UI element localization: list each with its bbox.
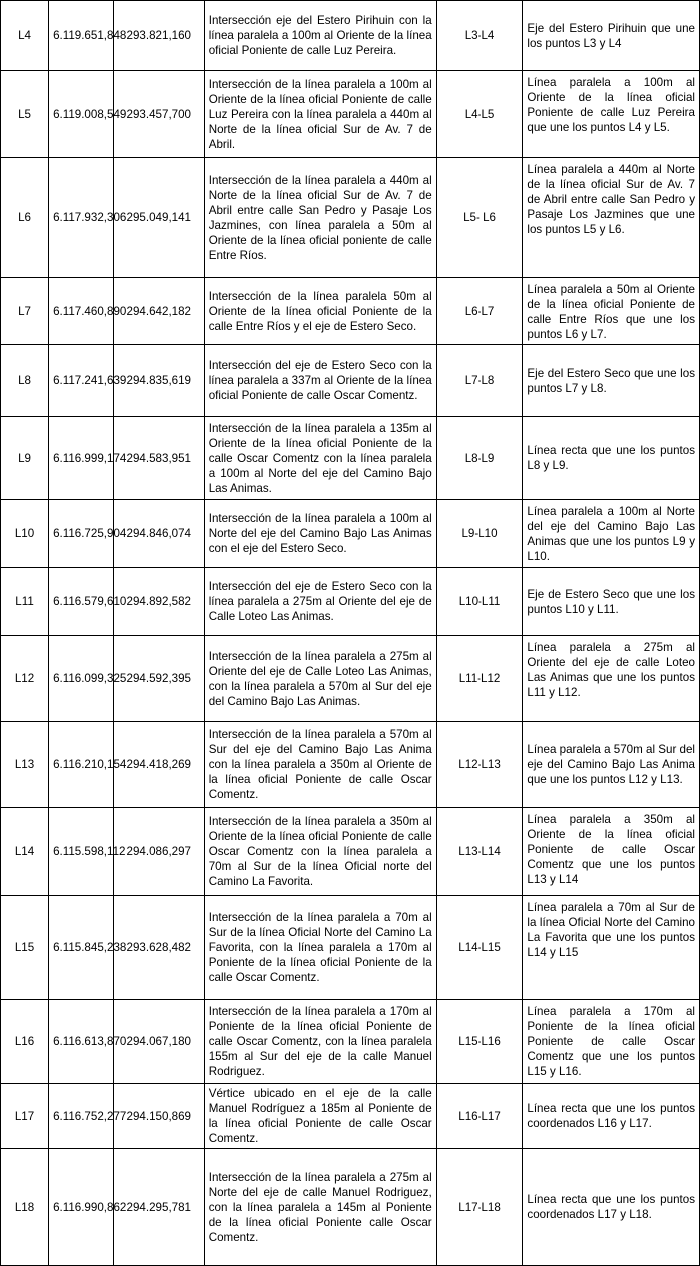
segment-id-cell: L5- L6 — [436, 158, 523, 278]
point-id-cell: L4 — [1, 1, 49, 71]
table-row — [1, 722, 700, 808]
point-id-cell: L12 — [1, 636, 49, 722]
point-description-cell: Intersección de la línea paralela a 135m al Oriente de la línea oficial Poniente de la calle Oscar Comentz con la línea paralela a 100m al Norte del eje del Camino Bajo Las Animas. — [204, 417, 436, 500]
north-coordinate-cell: 6.116.725,904 — [49, 500, 114, 568]
segment-id-cell: L11-L12 — [436, 636, 523, 722]
table-row — [1, 345, 700, 417]
segment-description-cell: Línea paralela a 440m al Norte de la línea oficial Sur de Av. 7 de Abril entre calle San Pedro y Pasaje Los Jazmines que une los puntos L5 y L6. — [523, 158, 700, 278]
east-coordinate-cell: 294.418,269 — [113, 722, 204, 808]
east-coordinate-cell: 294.846,074 — [113, 500, 204, 568]
table-row — [1, 500, 700, 568]
point-description-cell: Intersección del eje de Estero Seco con la línea paralela a 275m al Oriente del eje de Calle Loteo Las Animas. — [204, 568, 436, 636]
point-id-cell: L17 — [1, 1084, 49, 1149]
east-coordinate-cell: 293.457,700 — [113, 71, 204, 158]
point-description-cell: Intersección de la línea paralela a 570m al Sur del eje del Camino Bajo Las Anima con la línea paralela a 350m al Oriente de la línea oficial Poniente de calle Oscar Comentz. — [204, 722, 436, 808]
point-description-cell: Intersección de la línea paralela a 275m al Norte del eje de calle Manuel Rodriguez, con la línea paralela a 145m al Poniente de la línea oficial Poniente calle Oscar Comentz. — [204, 1149, 436, 1266]
north-coordinate-cell: 6.116.613,870 — [49, 1000, 114, 1084]
north-coordinate-cell: 6.117.932,306 — [49, 158, 114, 278]
north-coordinate-cell: 6.117.460,890 — [49, 278, 114, 345]
segment-id-cell: L3-L4 — [436, 1, 523, 71]
point-id-cell: L5 — [1, 71, 49, 158]
point-id-cell: L9 — [1, 417, 49, 500]
north-coordinate-cell: 6.116.999,174 — [49, 417, 114, 500]
table-row — [1, 278, 700, 345]
table-row — [1, 158, 700, 278]
point-description-cell: Intersección eje del Estero Pirihuin con la línea paralela a 100m al Oriente de la línea oficial Poniente de calle Luz Pereira. — [204, 1, 436, 71]
east-coordinate-cell: 294.295,781 — [113, 1149, 204, 1266]
point-id-cell: L10 — [1, 500, 49, 568]
north-coordinate-cell: 6.115.845,238 — [49, 896, 114, 1000]
segment-description-cell: Línea paralela a 275m al Oriente del eje de calle Loteo Las Animas que une los puntos L11 y L12. — [523, 636, 700, 722]
point-id-cell: L11 — [1, 568, 49, 636]
east-coordinate-cell: 294.067,180 — [113, 1000, 204, 1084]
table-row — [1, 417, 700, 500]
east-coordinate-cell: 293.628,482 — [113, 896, 204, 1000]
east-coordinate-cell: 294.642,182 — [113, 278, 204, 345]
point-id-cell: L16 — [1, 1000, 49, 1084]
north-coordinate-cell: 6.115.598,112 — [49, 808, 114, 896]
segment-description-cell: Eje del Estero Seco que une los puntos L7 y L8. — [523, 345, 700, 417]
segment-description-cell: Línea recta que une los puntos coordenados L16 y L17. — [523, 1084, 700, 1149]
segment-description-cell: Línea recta que une los puntos L8 y L9. — [523, 417, 700, 500]
point-id-cell: L18 — [1, 1149, 49, 1266]
point-description-cell: Intersección de la línea paralela a 100m al Norte del eje del Camino Bajo Las Animas con el eje del Estero Seco. — [204, 500, 436, 568]
point-description-cell: Vértice ubicado en el eje de la calle Manuel Rodríguez a 185m al Poniente de la línea oficial Poniente de calle Oscar Comentz. — [204, 1084, 436, 1149]
point-id-cell: L7 — [1, 278, 49, 345]
north-coordinate-cell: 6.116.990,862 — [49, 1149, 114, 1266]
east-coordinate-cell: 294.592,395 — [113, 636, 204, 722]
north-coordinate-cell: 6.119.651,848 — [49, 1, 114, 71]
segment-description-cell: Línea paralela a 570m al Sur del eje del Camino Bajo Las Anima que une los puntos L12 y L13. — [523, 722, 700, 808]
north-coordinate-cell: 6.119.008,549 — [49, 71, 114, 158]
table-row — [1, 71, 700, 158]
north-coordinate-cell: 6.117.241,639 — [49, 345, 114, 417]
point-id-cell: L6 — [1, 158, 49, 278]
segment-description-cell: Línea recta que une los puntos coordenados L17 y L18. — [523, 1149, 700, 1266]
point-description-cell: Intersección de la línea paralela a 100m al Oriente de la línea oficial Poniente de calle Luz Pereira con la línea paralela a 440m al Norte de la línea oficial Sur de Av. 7 de Abril. — [204, 71, 436, 158]
table-row — [1, 1084, 700, 1149]
table-row — [1, 808, 700, 896]
table-row — [1, 1000, 700, 1084]
segment-id-cell: L15-L16 — [436, 1000, 523, 1084]
segment-description-cell: Línea paralela a 100m al Oriente de la línea oficial Poniente de calle Luz Pereira que une los puntos L4 y L5. — [523, 71, 700, 158]
segment-id-cell: L4-L5 — [436, 71, 523, 158]
point-description-cell: Intersección del eje de Estero Seco con la línea paralela a 337m al Oriente de la línea oficial Poniente de calle Oscar Comentz. — [204, 345, 436, 417]
segment-id-cell: L16-L17 — [436, 1084, 523, 1149]
north-coordinate-cell: 6.116.099,325 — [49, 636, 114, 722]
point-description-cell: Intersección de la línea paralela a 70m al Sur de la línea Oficial Norte del Camino La Favorita, con la línea paralela a 170m al Poniente de la línea oficial Poniente de la calle Oscar Comentz. — [204, 896, 436, 1000]
table-row — [1, 1, 700, 71]
segment-description-cell: Línea paralela a 50m al Oriente de la línea oficial Poniente de calle Entre Ríos que une los puntos L6 y L7. — [523, 278, 700, 345]
table-row — [1, 1149, 700, 1266]
east-coordinate-cell: 295.049,141 — [113, 158, 204, 278]
east-coordinate-cell: 294.150,869 — [113, 1084, 204, 1149]
east-coordinate-cell: 294.583,951 — [113, 417, 204, 500]
point-description-cell: Intersección de la línea paralela a 170m al Poniente de la línea oficial Poniente de calle Oscar Comentz, con la línea paralela 155m al Sur del eje de la calle Manuel Rodriguez. — [204, 1000, 436, 1084]
point-id-cell: L14 — [1, 808, 49, 896]
table-row — [1, 636, 700, 722]
segment-description-cell: Línea paralela a 350m al Oriente de la línea oficial Poniente de calle Oscar Comentz que une los puntos L13 y L14 — [523, 808, 700, 896]
point-description-cell: Intersección de la línea paralela a 440m al Norte de la línea oficial Sur de Av. 7 de Abril entre calle San Pedro y Pasaje Los Jazmines, con línea paralela a 50m al Oriente de la línea oficial poniente de calle Entre Ríos. — [204, 158, 436, 278]
segment-description-cell: Línea paralela a 100m al Norte del eje del Camino Bajo Las Animas que une los puntos L9 y L10. — [523, 500, 700, 568]
segment-id-cell: L6-L7 — [436, 278, 523, 345]
segment-description-cell: Eje de Estero Seco que une los puntos L10 y L11. — [523, 568, 700, 636]
segment-id-cell: L12-L13 — [436, 722, 523, 808]
east-coordinate-cell: 294.835,619 — [113, 345, 204, 417]
east-coordinate-cell: 293.821,160 — [113, 1, 204, 71]
point-description-cell: Intersección de la línea paralela a 350m al Oriente de la línea oficial Poniente de calle Oscar Comentz con la línea paralela a 70m al Sur de la línea Oficial norte del Camino La Favorita. — [204, 808, 436, 896]
north-coordinate-cell: 6.116.752,277 — [49, 1084, 114, 1149]
point-description-cell: Intersección de la línea paralela 50m al Oriente de la línea oficial Poniente de la calle Entre Ríos y el eje de Estero Seco. — [204, 278, 436, 345]
segment-id-cell: L9-L10 — [436, 500, 523, 568]
point-id-cell: L13 — [1, 722, 49, 808]
point-id-cell: L15 — [1, 896, 49, 1000]
segment-id-cell: L7-L8 — [436, 345, 523, 417]
segment-id-cell: L8-L9 — [436, 417, 523, 500]
segment-description-cell: Línea paralela a 170m al Poniente de la línea oficial Poniente de calle Oscar Comentz que une los puntos L15 y L16. — [523, 1000, 700, 1084]
segment-id-cell: L13-L14 — [436, 808, 523, 896]
segment-id-cell: L17-L18 — [436, 1149, 523, 1266]
north-coordinate-cell: 6.116.579,610 — [49, 568, 114, 636]
north-coordinate-cell: 6.116.210,154 — [49, 722, 114, 808]
table-row — [1, 896, 700, 1000]
point-description-cell: Intersección de la línea paralela a 275m al Oriente del eje de Calle Loteo Las Animas, con la línea paralela a 570m al Sur del eje del Camino Bajo Las Animas. — [204, 636, 436, 722]
segment-id-cell: L10-L11 — [436, 568, 523, 636]
east-coordinate-cell: 294.086,297 — [113, 808, 204, 896]
segment-description-cell: Eje del Estero Pirihuin que une los puntos L3 y L4 — [523, 1, 700, 71]
table-row — [1, 568, 700, 636]
east-coordinate-cell: 294.892,582 — [113, 568, 204, 636]
segment-description-cell: Línea paralela a 70m al Sur de la línea Oficial Norte del Camino La Favorita que une los puntos L14 y L15 — [523, 896, 700, 1000]
segment-id-cell: L14-L15 — [436, 896, 523, 1000]
point-id-cell: L8 — [1, 345, 49, 417]
